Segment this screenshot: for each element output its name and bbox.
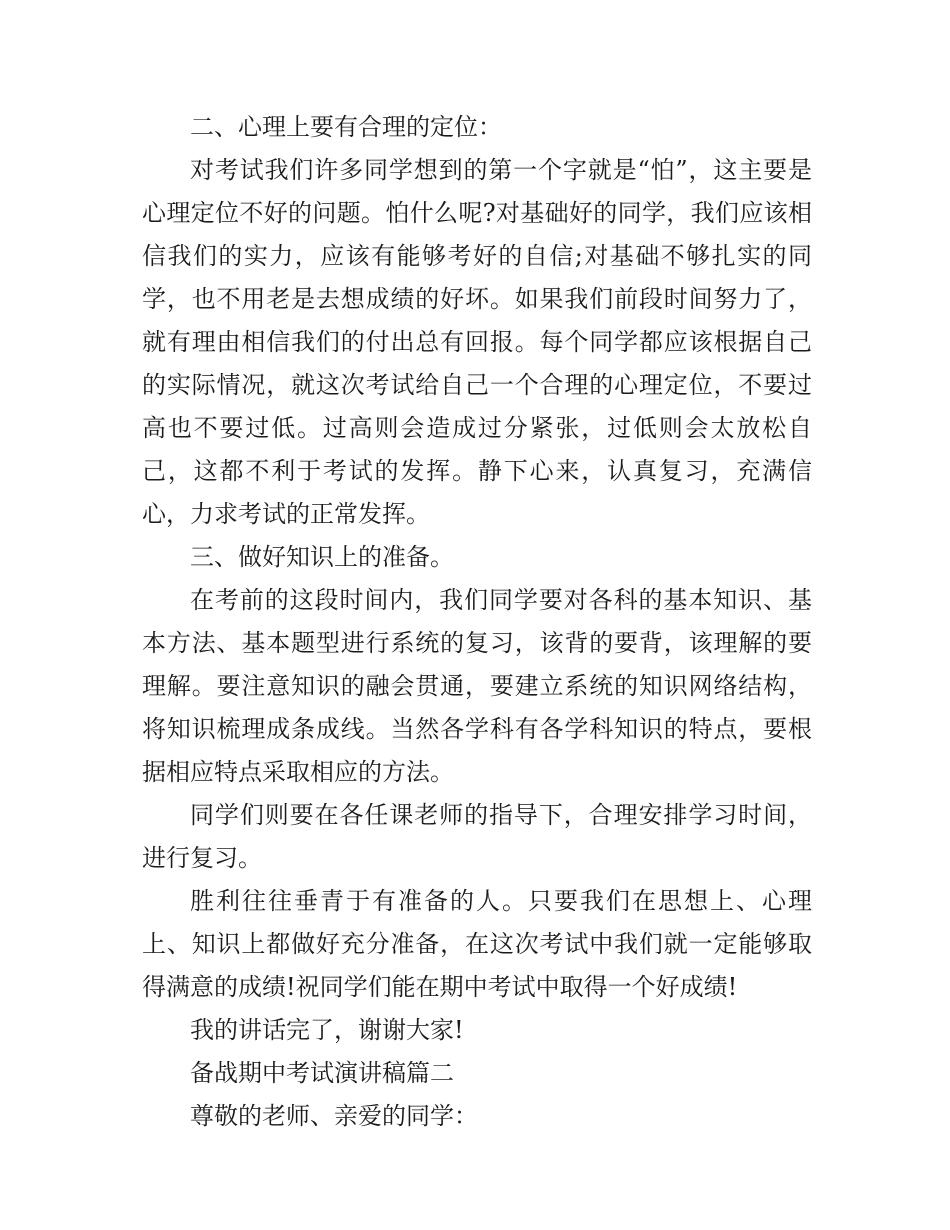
paragraph-closing: 我的讲话完了，谢谢大家!: [190, 1016, 464, 1044]
paragraph-conclusion: 胜利往往垂青于有准备的人。只要我们在思想上、心理上、知识上都做好充分准备，在这次考试中我们就一定能够取得满意的成绩!祝同学们能在期中考试中取得一个好成绩!: [142, 887, 812, 1001]
section-heading-knowledge: 三、做好知识上的准备。: [190, 543, 454, 571]
paragraph-psychology: 对考试我们许多同学想到的第一个字就是“怕”，这主要是心理定位不好的问题。怕什么呢?对基础好的同学，我们应该相信我们的实力，应该有能够考好的自信;对基础不够扎实的同学，也不用老是去想成绩的好坏。如果我们前段时间努力了，就有理由相信我们的付出总有回报。每个同学都应该根据自己的实际情况，就这次考试给自己一个合理的心理定位，不要过高也不要过低。过高则会造成过分紧张，过低则会太放松自己，这都不利于考试的发挥。静下心来，认真复习，充满信心，力求考试的正常发挥。: [142, 156, 812, 528]
paragraph-knowledge: 在考前的这段时间内，我们同学要对各科的基本知识、基本方法、基本题型进行系统的复习，该背的要背，该理解的要理解。要注意知识的融会贯通，要建立系统的知识网络结构，将知识梳理成条成线。当然各学科有各学科知识的特点，要根据相应特点采取相应的方法。: [142, 586, 812, 786]
section-heading-psychology: 二、心理上要有合理的定位：: [190, 113, 502, 141]
speech-title-two: 备战期中考试演讲稿篇二: [190, 1059, 454, 1087]
document-body: [142, 106, 812, 1138]
salutation: 尊敬的老师、亲爱的同学：: [190, 1102, 478, 1130]
paragraph-review: 同学们则要在各任课老师的指导下，合理安排学习时间，进行复习。: [142, 801, 812, 872]
